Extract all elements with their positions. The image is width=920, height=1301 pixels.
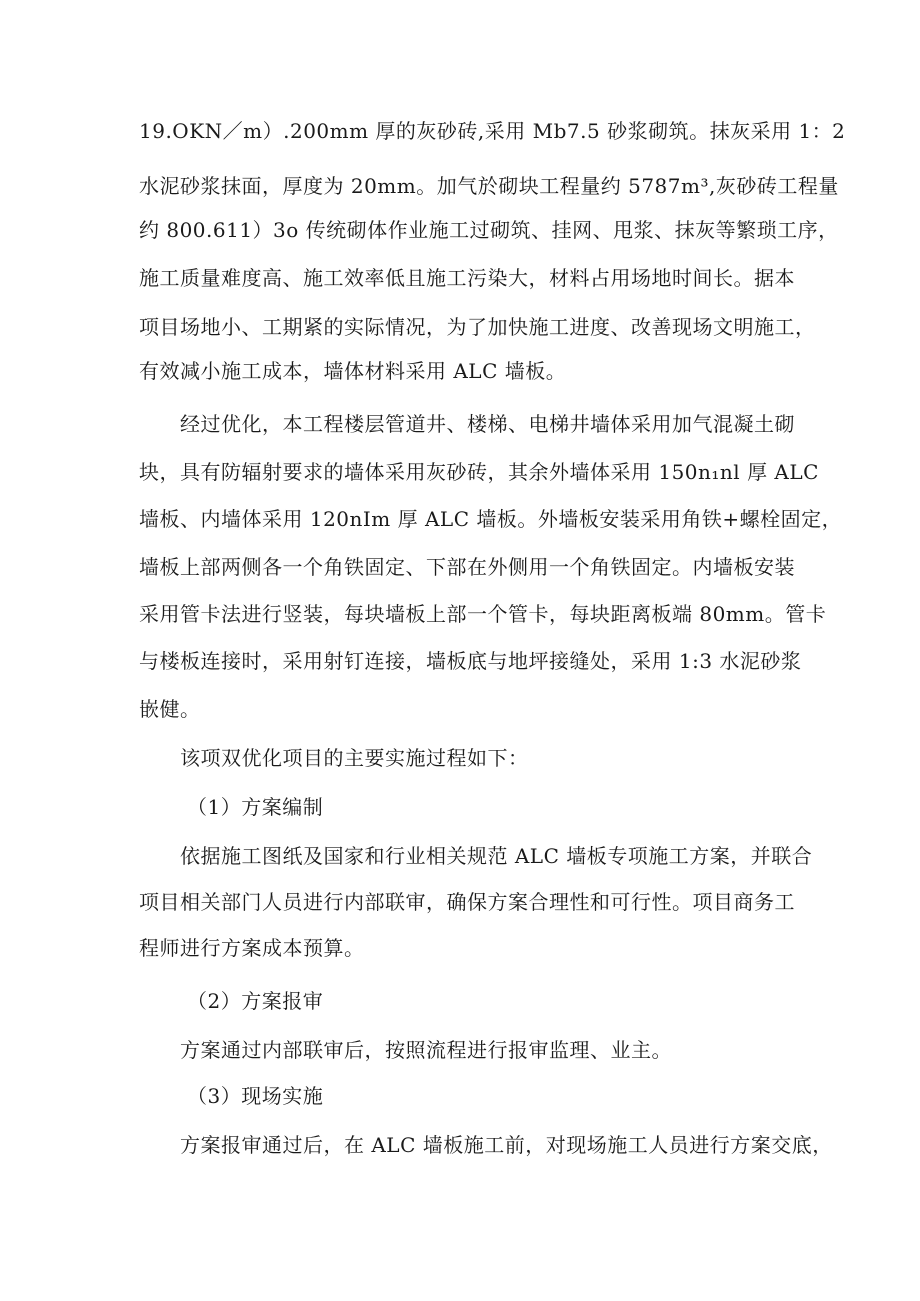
paragraph-2-line-3: 墙板、内墙体采用 120nIm 厚 ALC 墙板。外墙板安装采用角铁+螺栓固定， [139, 507, 843, 531]
paragraph-1-line-5: 项目场地小、工期紧的实际情况，为了加快施工进度、改善现场文明施工， [139, 315, 816, 339]
section-1-line-2: 项目相关部门人员进行内部联审，确保方案合理性和可行性。项目商务工 [139, 890, 795, 914]
section-1-heading: （1）方案编制 [187, 795, 324, 819]
paragraph-2-line-6: 与楼板连接时，采用射钉连接，墙板底与地坪接缝处，采用 1:3 水泥砂浆 [139, 649, 802, 673]
paragraph-2-line-4: 墙板上部两侧各一个角铁固定、下部在外侧用一个角铁固定。内墙板安装 [139, 555, 795, 579]
section-2-line-1: 方案通过内部联审后，按照流程进行报审监理、业主。 [180, 1038, 672, 1062]
paragraph-1-line-4: 施工质量难度高、施工效率低且施工污染大，材料占用场地时间长。据本 [139, 266, 795, 290]
section-3-line-1: 方案报审通过后，在 ALC 墙板施工前，对现场施工人员进行方案交底， [180, 1133, 833, 1157]
paragraph-2-line-2: 块，具有防辐射要求的墙体采用灰砂砖，其余外墙体采用 150n₁nl 厚 ALC [139, 460, 819, 484]
section-1-line-1: 依据施工图纸及国家和行业相关规范 ALC 墙板专项施工方案，并联合 [180, 844, 813, 868]
section-1-line-3: 程师进行方案成本预算。 [139, 936, 365, 960]
paragraph-1-line-1: 19.OKN／m）.200mm 厚的灰砂砖,采用 Mb7.5 砂浆砌筑。抹灰采用 1：2 [139, 119, 846, 143]
implementation-intro: 该项双优化项目的主要实施过程如下： [180, 746, 529, 770]
paragraph-2-line-7: 嵌健。 [139, 697, 201, 721]
paragraph-2-line-1: 经过优化，本工程楼层管道井、楼梯、电梯井墙体采用加气混凝土砌 [180, 412, 795, 436]
paragraph-1-line-6: 有效减小施工成本，墙体材料采用 ALC 墙板。 [139, 359, 567, 383]
section-2-heading: （2）方案报审 [187, 989, 324, 1013]
section-3-heading: （3）现场实施 [187, 1084, 324, 1108]
paragraph-1-line-3: 约 800.611）3o 传统砌体作业施工过砌筑、挂网、甩浆、抹灰等繁琐工序， [139, 218, 839, 242]
paragraph-1-line-2: 水泥砂浆抹面，厚度为 20mm。加气於砌块工程量约 5787m³,灰砂砖工程量 [139, 174, 839, 198]
paragraph-2-line-5: 采用管卡法进行竖装，每块墙板上部一个管卡，每块距离板端 80mm。管卡 [139, 602, 827, 626]
